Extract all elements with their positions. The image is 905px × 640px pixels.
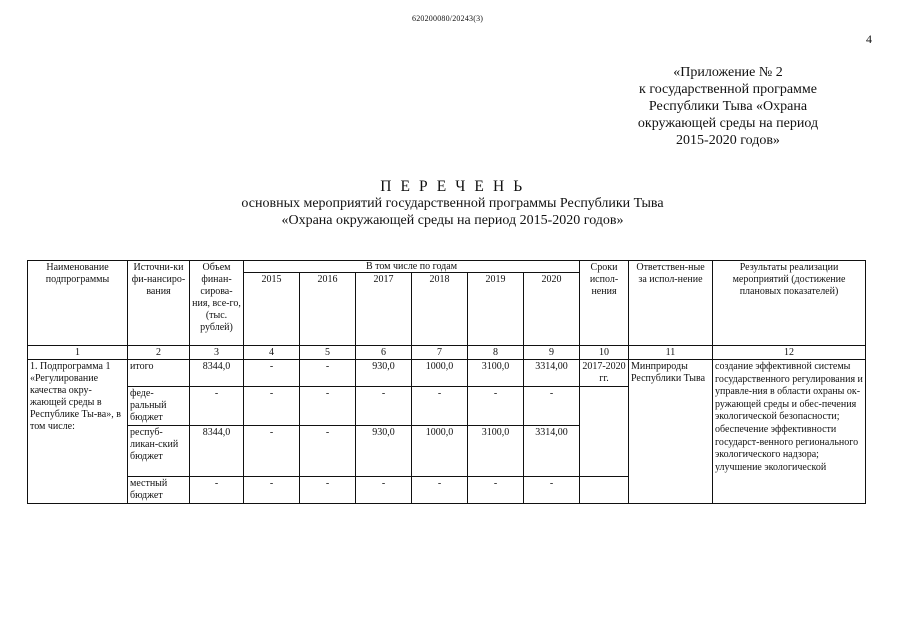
terms-cell: 2017-2020 гг. (580, 360, 629, 387)
total-cell: 8344,0 (190, 360, 244, 387)
year-cell: - (300, 426, 356, 477)
program-name: 1. Подпрограмма 1 «Регулирование качества окру-жающей среды в Республике Ты-ва», в том числе: (28, 360, 128, 504)
appendix-line: окружающей среды на период (637, 116, 819, 131)
year-cell: - (524, 387, 580, 426)
header-volume: Объем финан-сирова-ния, все-го, (тыс. рублей) (190, 261, 244, 346)
total-cell: - (190, 477, 244, 504)
year-cell: 3314,00 (524, 360, 580, 387)
results-cell: создание эффективной системы государственного регулирования и управле-ния в области охраны ок-ружающей среды и обес-печения экологической безопасности; обеспечение эффективности государст-венного регионального экологического надзора; улучшение экологической (713, 360, 866, 504)
year-cell: 3314,00 (524, 426, 580, 477)
header-year: 2015 (244, 273, 300, 346)
column-number: 8 (468, 346, 524, 360)
column-number: 4 (244, 346, 300, 360)
year-cell: - (300, 477, 356, 504)
header-year: 2020 (524, 273, 580, 346)
header-year: 2019 (468, 273, 524, 346)
column-number: 9 (524, 346, 580, 360)
header-year: 2016 (300, 273, 356, 346)
year-cell: - (356, 477, 412, 504)
column-number: 3 (190, 346, 244, 360)
year-cell: 1000,0 (412, 426, 468, 477)
table-row (28, 360, 866, 387)
header-year: 2017 (356, 273, 412, 346)
column-number: 2 (128, 346, 190, 360)
column-number: 1 (28, 346, 128, 360)
source-cell: респуб-ликан-ский бюджет (128, 426, 190, 477)
year-cell: - (244, 477, 300, 504)
year-cell: 3100,0 (468, 426, 524, 477)
header-sources: Источни-ки фи-нансиро-вания (128, 261, 190, 346)
terms-blank-cell (580, 477, 629, 504)
source-cell: феде-ральный бюджет (128, 387, 190, 426)
year-cell: - (244, 426, 300, 477)
header-name: Наименование подпрограммы (28, 261, 128, 346)
document-subtitle: основных мероприятий государственной программы Республики Тыва (241, 196, 664, 211)
source-cell: местный бюджет (128, 477, 190, 504)
year-cell: - (244, 387, 300, 426)
appendix-note (598, 64, 858, 149)
column-number: 7 (412, 346, 468, 360)
appendix-line: «Приложение № 2 (673, 65, 783, 80)
document-title: П Е Р Е Ч Е Н Ь (380, 178, 525, 195)
header-responsible: Ответствен-ные за испол-нение (629, 261, 713, 346)
year-cell: - (468, 477, 524, 504)
header-terms: Сроки испол-нения (580, 261, 629, 346)
year-cell: 930,0 (356, 360, 412, 387)
column-number: 11 (629, 346, 713, 360)
appendix-line: Республики Тыва «Охрана (648, 99, 808, 114)
year-cell: - (524, 477, 580, 504)
year-cell: - (412, 477, 468, 504)
page-number: 4 (866, 32, 872, 46)
header-by-years: В том числе по годам (244, 261, 580, 273)
column-number: 5 (300, 346, 356, 360)
header-results: Результаты реализации мероприятий (достижение плановых показателей) (713, 261, 866, 346)
appendix-line: к государственной программе (639, 82, 817, 97)
document-stamp-number: 620200080/20243(3) (412, 14, 484, 23)
year-cell: - (300, 387, 356, 426)
year-cell: 3100,0 (468, 360, 524, 387)
column-number: 10 (580, 346, 629, 360)
appendix-line: 2015-2020 годов» (676, 133, 780, 148)
source-cell: итого (128, 360, 190, 387)
year-cell: - (412, 387, 468, 426)
year-cell: 1000,0 (412, 360, 468, 387)
year-cell: - (356, 387, 412, 426)
responsible-cell: Минприроды Республики Тыва (629, 360, 713, 504)
year-cell: - (244, 360, 300, 387)
column-number-row (28, 346, 866, 360)
header-row (28, 261, 866, 273)
column-number: 6 (356, 346, 412, 360)
year-cell: - (300, 360, 356, 387)
header-year: 2018 (412, 273, 468, 346)
total-cell: - (190, 387, 244, 426)
terms-blank-cell (580, 387, 629, 477)
total-cell: 8344,0 (190, 426, 244, 477)
measures-table (27, 260, 866, 504)
document-subtitle-program: «Охрана окружающей среды на период 2015-2020 годов» (281, 213, 624, 228)
year-cell: 930,0 (356, 426, 412, 477)
year-cell: - (468, 387, 524, 426)
column-number: 12 (713, 346, 866, 360)
